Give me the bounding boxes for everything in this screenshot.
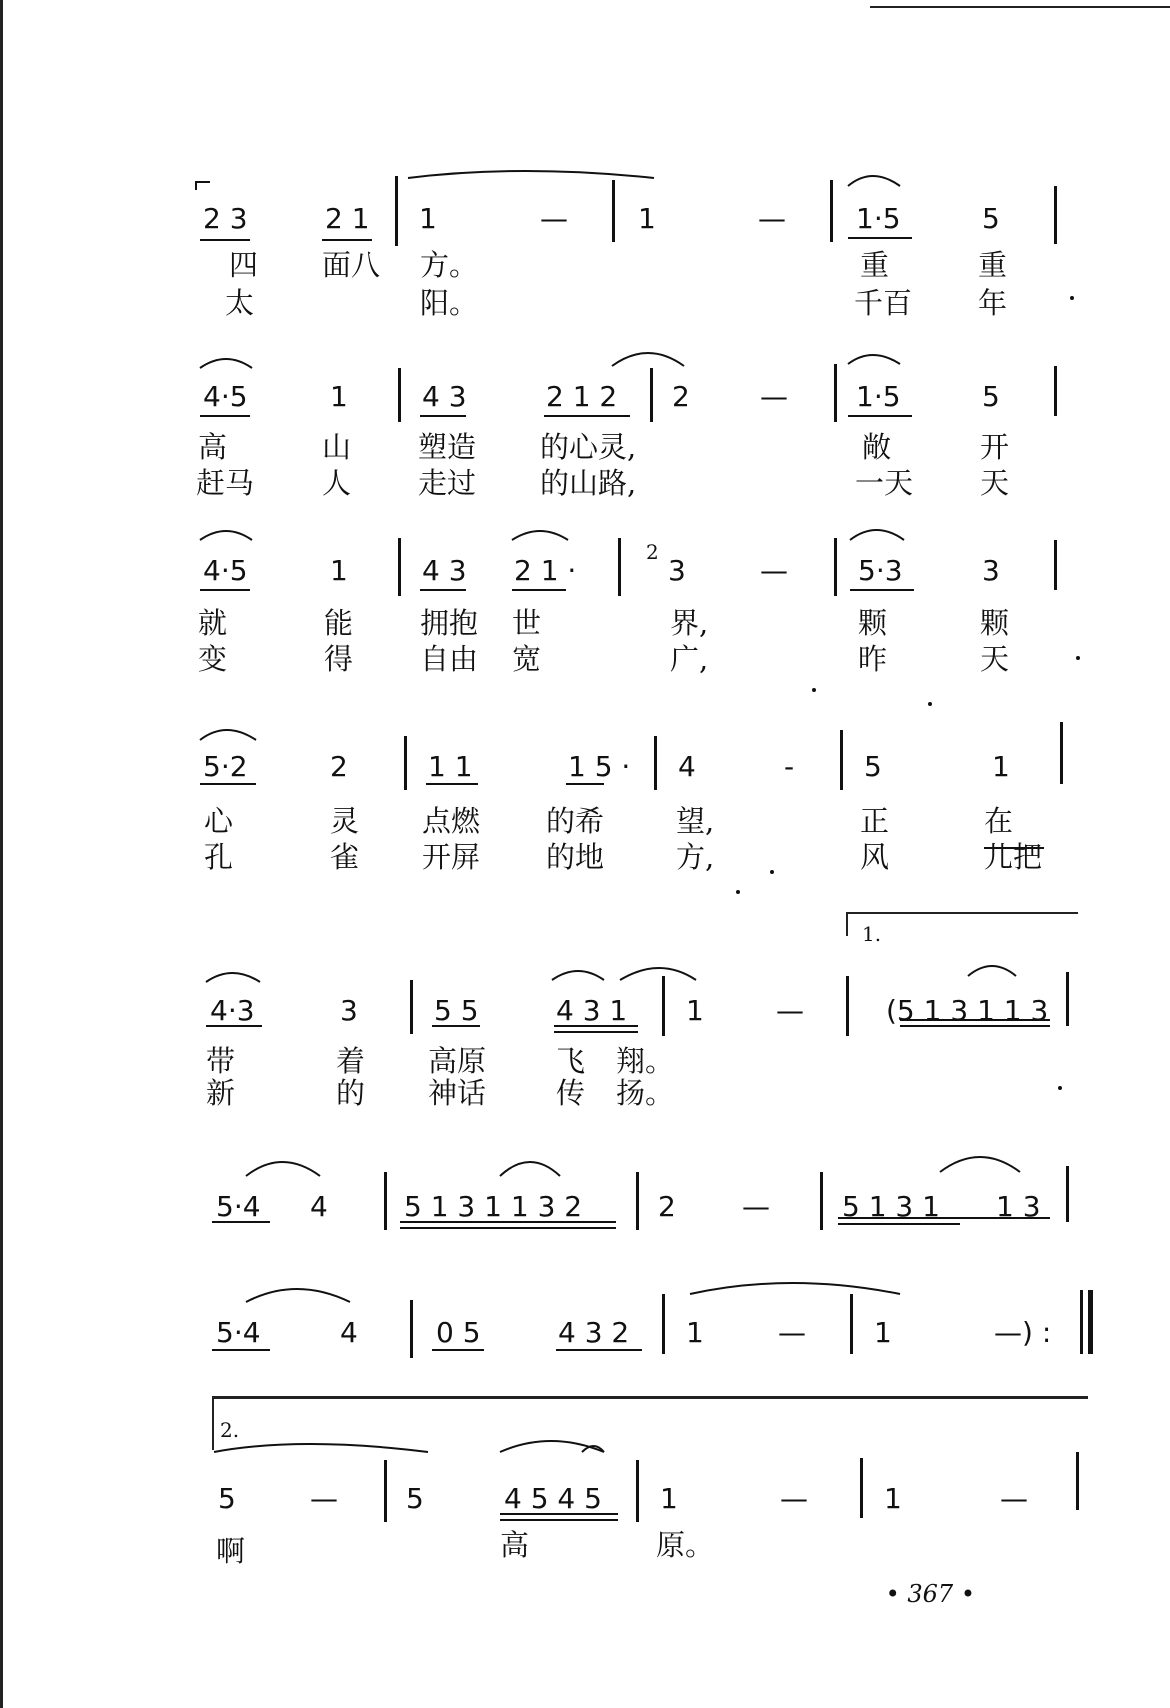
note-group: —) : (994, 1316, 1052, 1349)
lyric: 阳。 (420, 286, 479, 320)
lyric: 扬。 (616, 1076, 675, 1110)
stray-mark (928, 702, 932, 706)
note-group: 0 5 (436, 1316, 481, 1349)
lyric: 太 (225, 286, 255, 320)
slur (940, 1157, 1020, 1172)
lyric: 心 (204, 804, 234, 838)
note-group: 4 3 (422, 554, 467, 587)
note-group: 5 (864, 750, 882, 783)
note-group: - (784, 750, 795, 783)
lyric: 面八 (322, 248, 381, 282)
note-group: 1 3 (996, 1190, 1041, 1223)
note-group: 1 (419, 202, 437, 235)
lyric: 带 (206, 1044, 236, 1078)
note-group: 4 (310, 1190, 328, 1223)
barline (384, 1172, 387, 1230)
barline (636, 1460, 639, 1522)
lyric: 点燃 (422, 804, 481, 838)
barline (410, 980, 413, 1034)
note-group: 4·5 (203, 380, 248, 413)
lyric: 方。 (420, 248, 479, 282)
barline (1054, 186, 1057, 244)
note-group: 5 1 3 1 (842, 1190, 940, 1223)
barline (618, 538, 621, 596)
lyric: 儿把 (984, 840, 1043, 874)
note-group: 5·2 (203, 750, 248, 783)
tie-mark (196, 182, 210, 190)
note-group: — (776, 994, 804, 1027)
lyric: 天 (980, 642, 1010, 676)
slur (612, 353, 684, 366)
lyric: 重 (978, 248, 1008, 282)
barline (654, 736, 657, 790)
barline (398, 368, 401, 422)
note-group: 1 (330, 380, 348, 413)
lyric: 人 (322, 466, 352, 500)
barline (860, 1458, 863, 1518)
note-group: 2 1 · (514, 554, 577, 587)
slur (500, 1162, 560, 1176)
lyric: 着 (336, 1044, 366, 1078)
lyric: 变 (198, 642, 228, 676)
lyric: 界, (670, 606, 709, 640)
note-group: 4·5 (203, 554, 248, 587)
note-group: — (1000, 1482, 1028, 1515)
lyric: 颗 (858, 606, 888, 640)
stray-mark (1058, 1086, 1062, 1090)
lyric: 望, (676, 804, 715, 838)
volta-label: 1. (862, 922, 882, 946)
note-group: — (540, 202, 568, 235)
lyric: 开屏 (422, 840, 481, 874)
slur (848, 355, 900, 364)
lyric: 颗 (980, 606, 1010, 640)
volta-label: 2. (220, 1418, 240, 1442)
barline (404, 736, 407, 790)
slur (246, 1289, 350, 1302)
barline (612, 180, 615, 242)
barline (1066, 972, 1069, 1026)
lyric: 传 (556, 1076, 586, 1110)
lyric: 在 (984, 804, 1014, 838)
barline (1054, 366, 1057, 416)
slur (500, 1441, 604, 1452)
note-group: 1 (686, 994, 704, 1027)
stray-mark (1070, 296, 1074, 300)
lyric: 啊 (216, 1534, 246, 1568)
slur (850, 530, 904, 540)
lyric: 正 (860, 804, 890, 838)
slur (200, 730, 256, 740)
lyric: 世 (512, 606, 542, 640)
note-group: 1 5 · (568, 750, 631, 783)
note-group: 4 3 2 (558, 1316, 630, 1349)
slur (200, 359, 252, 368)
note-group: 1 (686, 1316, 704, 1349)
lyric: 开 (980, 430, 1010, 464)
lyric: 四 (229, 248, 259, 282)
lyric: 原。 (656, 1528, 715, 1562)
note-group: 2 1 (325, 202, 370, 235)
lyric: 就 (198, 606, 228, 640)
lyric: 风 (860, 840, 890, 874)
lyric: 天 (980, 466, 1010, 500)
note-group: 4 (678, 750, 696, 783)
lyric: 新 (206, 1076, 236, 1110)
note-group: 1·5 (856, 380, 901, 413)
slur (246, 1162, 320, 1176)
slur (200, 531, 252, 540)
lyric: 的地 (546, 840, 605, 874)
note-group: 4 3 (422, 380, 467, 413)
barline (662, 976, 665, 1036)
lyric: 敞 (862, 430, 892, 464)
lyric: 一天 (855, 466, 914, 500)
lyric: 山 (322, 430, 352, 464)
section-divider (212, 1396, 1088, 1399)
note-group: 5 (982, 380, 1000, 413)
barline (384, 1460, 387, 1522)
lyric: 高 (198, 430, 228, 464)
note-group: — (758, 202, 786, 235)
barline (834, 538, 837, 596)
slur (582, 1446, 604, 1452)
barline (650, 368, 653, 422)
lyric: 孔 (204, 840, 234, 874)
note-group: 4 5 4 5 (504, 1482, 602, 1515)
note-group: 5 (218, 1482, 236, 1515)
slur (968, 966, 1016, 976)
lyric: 宽 (512, 642, 542, 676)
barline (834, 364, 837, 422)
lyric: 高 (500, 1528, 530, 1562)
lyric: 年 (978, 286, 1008, 320)
note-group: 4 (340, 1316, 358, 1349)
slur (690, 1283, 900, 1294)
barline (395, 176, 398, 246)
lyric: 得 (324, 642, 354, 676)
note-group: (5 1 3 1 1 3 (886, 994, 1049, 1027)
barline (636, 1172, 639, 1230)
note-group: — (310, 1482, 338, 1515)
stray-mark (812, 688, 816, 692)
stray-mark (770, 870, 774, 874)
note-group: 2 (672, 380, 690, 413)
barline (846, 976, 849, 1036)
lyric: 的 (336, 1076, 366, 1110)
barline (850, 1294, 853, 1354)
lyric: 千百 (854, 286, 913, 320)
note-group: 1 1 (428, 750, 473, 783)
lyric: 的心灵, (540, 430, 637, 464)
note-group: 5 5 (434, 994, 479, 1027)
page-edge-top (870, 6, 1170, 8)
note-group: 5·3 (858, 554, 903, 587)
lyric: 重 (860, 248, 890, 282)
note-group: 3 (340, 994, 358, 1027)
note-group: 4 3 1 (556, 994, 628, 1027)
lyric: 灵 (330, 804, 360, 838)
page-number: • 367 • (885, 1580, 975, 1608)
note-group: 5 (982, 202, 1000, 235)
barline (662, 1294, 665, 1354)
note-group: — (780, 1482, 808, 1515)
barline (820, 1172, 823, 1230)
barline (1076, 1452, 1079, 1510)
slur (408, 171, 654, 178)
note-group: 2 (330, 750, 348, 783)
lyric: 的山路, (540, 466, 637, 500)
grace-note: 2 (646, 540, 659, 564)
lyric: 拥抱 (420, 606, 479, 640)
lyric: 走过 (418, 466, 477, 500)
note-group: 1 (330, 554, 348, 587)
barline (1060, 722, 1063, 784)
repeat-barline (1080, 1290, 1083, 1354)
lyric: 高原 (428, 1044, 487, 1078)
lyric: 昨 (858, 642, 888, 676)
note-group: 1 (992, 750, 1010, 783)
note-group: 1 (884, 1482, 902, 1515)
note-group: — (778, 1316, 806, 1349)
lyric: 塑造 (418, 430, 477, 464)
note-group: 3 (668, 554, 686, 587)
lyric: 飞 (556, 1044, 586, 1078)
note-group: 1 (638, 202, 656, 235)
note-group: 3 (982, 554, 1000, 587)
repeat-barline-thick (1088, 1290, 1093, 1354)
lyric: 方, (676, 840, 715, 874)
lyric: 能 (324, 606, 354, 640)
note-group: 1 (874, 1316, 892, 1349)
slur (206, 973, 260, 982)
lyric: 翔。 (616, 1044, 675, 1078)
slur (620, 968, 696, 980)
slur (552, 971, 604, 980)
note-group: 2 (658, 1190, 676, 1223)
note-group: — (760, 380, 788, 413)
note-group: 1·5 (856, 202, 901, 235)
note-group: 5·4 (216, 1190, 261, 1223)
volta-line (846, 912, 1078, 914)
lyric: 神话 (428, 1076, 487, 1110)
barline (398, 538, 401, 596)
note-group: 2 1 2 (546, 380, 618, 413)
note-group: — (760, 554, 788, 587)
slur (848, 176, 900, 186)
page-edge-left (0, 0, 3, 1708)
lyric: 自由 (420, 642, 479, 676)
barline (1054, 540, 1057, 590)
volta-hook (212, 1396, 214, 1450)
barline (830, 180, 833, 242)
note-group: 1 (660, 1482, 678, 1515)
lyric: 的希 (546, 804, 605, 838)
note-group: 5 1 3 1 1 3 2 (404, 1190, 583, 1223)
lyric: 广, (670, 642, 709, 676)
slur (214, 1444, 428, 1452)
lyric: 雀 (330, 840, 360, 874)
slur (512, 531, 568, 540)
lyric: 赶马 (196, 466, 255, 500)
barline (840, 730, 843, 790)
note-group: 2 3 (203, 202, 248, 235)
barline (1066, 1166, 1069, 1222)
note-group: 4·3 (210, 994, 255, 1027)
note-group: 5·4 (216, 1316, 261, 1349)
stray-mark (1076, 656, 1080, 660)
note-group: 5 (406, 1482, 424, 1515)
barline (410, 1300, 413, 1358)
volta-hook (846, 912, 848, 936)
stray-mark (736, 890, 740, 894)
note-group: — (742, 1190, 770, 1223)
